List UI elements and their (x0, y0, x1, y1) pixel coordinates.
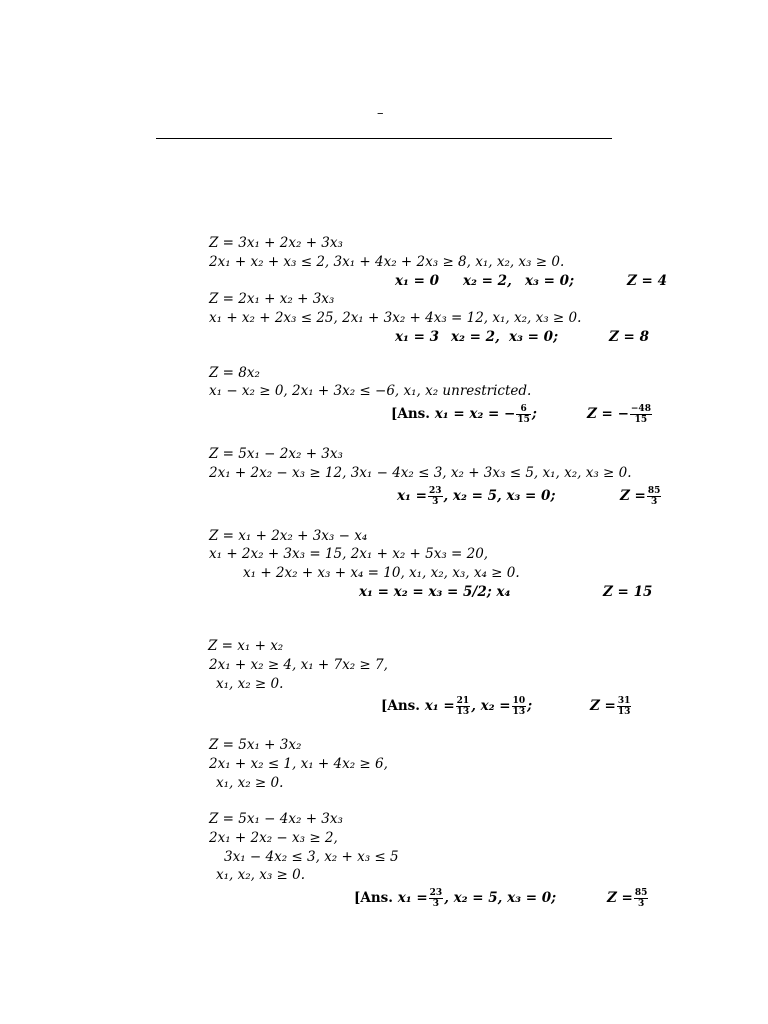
p1-ans-z: Z = 4 (627, 273, 667, 289)
p5-constraints-2: x₁ + 2x₂ + x₃ + x₄ = 10, x₁, x₂, x₃, x₄ ≥ 0. (243, 565, 520, 581)
p5-objective: Z = x₁ + 2x₂ + 3x₃ − x₄ (209, 528, 368, 544)
fraction-numerator: 10 (512, 696, 526, 706)
fraction-numerator: 21 (456, 696, 470, 706)
p6-answer (381, 696, 532, 717)
p2-objective: Z = 2x₁ + x₂ + 3x₃ (209, 291, 335, 307)
fraction-numerator: 31 (617, 696, 631, 706)
p6-x1-fraction (456, 696, 471, 717)
fraction-denominator: 15 (634, 415, 648, 425)
header-rule (156, 138, 612, 139)
p1-objective: Z = 3x₁ + 2x₂ + 3x₃ (209, 235, 343, 251)
p8-constraints-3: x₁, x₂, x₃ ≥ 0. (216, 867, 306, 883)
p1-ans-x3: x₃ = 0; (525, 273, 575, 289)
p6-ans-x1: x₁ = (424, 698, 455, 714)
p8-ans-z (607, 888, 649, 909)
z-label: Z = − (587, 406, 629, 422)
p7-constraints-2: x₁, x₂ ≥ 0. (216, 775, 284, 791)
fraction-numerator: 6 (516, 404, 531, 415)
p3-constraints: x₁ − x₂ ≥ 0, 2x₁ + 3x₂ ≤ −6, x₁, x₂ unrestricted. (209, 383, 532, 399)
fraction-numerator: 23 (428, 486, 442, 496)
ans-prefix: [Ans. (354, 890, 393, 906)
semicolon: ; (527, 698, 533, 714)
p2-ans-z: Z = 8 (609, 329, 649, 345)
p4-ans-rest: , x₂ = 5, x₃ = 0; (443, 488, 556, 504)
fraction-denominator: 15 (517, 415, 530, 425)
fraction-denominator: 3 (432, 899, 440, 909)
p8-answer (354, 888, 556, 909)
p1-ans-x1: x₁ = 0 (395, 273, 440, 289)
p6-x2-fraction (512, 696, 527, 717)
semicolon: ; (531, 406, 537, 422)
p3-ans-z (587, 404, 653, 425)
ans-prefix: [Ans. (381, 698, 420, 714)
fraction-denominator: 3 (651, 497, 658, 507)
z-fraction (617, 696, 632, 717)
p6-constraints-1: 2x₁ + x₂ ≥ 4, x₁ + 7x₂ ≥ 7, (209, 657, 388, 673)
p8-ans-rest: , x₂ = 5, x₃ = 0; (444, 890, 557, 906)
p8-x1-fraction (429, 888, 444, 909)
p3-objective: Z = 8x₂ (209, 365, 260, 381)
fraction-numerator: 85 (647, 486, 661, 496)
p2-ans-x1: x₁ = 3 (395, 329, 440, 345)
p1-ans-x2: x₂ = 2, (463, 273, 512, 289)
p7-constraints-1: 2x₁ + x₂ ≤ 1, x₁ + 4x₂ ≥ 6, (209, 756, 388, 772)
p7-objective: Z = 5x₁ + 3x₂ (209, 737, 302, 753)
p4-objective: Z = 5x₁ − 2x₂ + 3x₃ (209, 446, 343, 462)
fraction-denominator: 3 (638, 899, 645, 909)
p2-constraints: x₁ + x₂ + 2x₃ ≤ 25, 2x₁ + 3x₂ + 4x₃ = 12, x₁, x₂, x₃ ≥ 0. (209, 310, 582, 326)
fraction-denominator: 13 (617, 707, 631, 717)
p8-constraints-1: 2x₁ + 2x₂ − x₃ ≥ 2, (209, 830, 338, 846)
p4-ans-z (620, 486, 662, 507)
z-label: Z = (620, 488, 646, 504)
p6-objective: Z = x₁ + x₂ (208, 638, 284, 654)
p4-ans-x1: x₁ = (397, 488, 427, 504)
p3-ans-fraction (516, 404, 531, 425)
p4-constraints: 2x₁ + 2x₂ − x₃ ≥ 12, 3x₁ − 4x₂ ≤ 3, x₂ + 3x₃ ≤ 5, x₁, x₂, x₃ ≥ 0. (209, 465, 632, 481)
fraction-numerator: 23 (429, 888, 443, 898)
p4-answer (397, 486, 555, 507)
p6-ans-z (590, 696, 632, 717)
p5-constraints-1: x₁ + 2x₂ + 3x₃ = 15, 2x₁ + x₂ + 5x₃ = 20, (209, 546, 489, 562)
fraction-denominator: 13 (512, 707, 526, 717)
fraction-numerator: −48 (630, 404, 651, 414)
header-dash: – (377, 106, 384, 121)
p4-x1-fraction (428, 486, 443, 507)
z-label: Z = (607, 890, 633, 906)
fraction-denominator: 3 (432, 497, 439, 507)
fraction-denominator: 13 (456, 707, 470, 717)
z-fraction (634, 888, 649, 909)
p2-ans-x2: x₂ = 2, (451, 329, 500, 345)
p8-objective: Z = 5x₁ − 4x₂ + 3x₃ (209, 811, 343, 827)
p3-answer (391, 404, 537, 425)
p8-ans-x1: x₁ = (397, 890, 428, 906)
z-fraction (647, 486, 662, 507)
p1-constraints: 2x₁ + x₂ + x₃ ≤ 2, 3x₁ + 4x₂ + 2x₃ ≥ 8, x₁, x₂, x₃ ≥ 0. (209, 254, 565, 270)
ans-prefix: [Ans. (391, 406, 430, 422)
p5-ans-z: Z = 15 (603, 584, 653, 600)
p5-ans-x: x₁ = x₂ = x₃ = 5/2; x₄ (359, 584, 511, 600)
z-fraction (630, 404, 652, 425)
p8-constraints-2: 3x₁ − 4x₂ ≤ 3, x₂ + x₃ ≤ 5 (224, 849, 399, 865)
p3-ans-x: x₁ = x₂ = − (434, 406, 516, 422)
fraction-numerator: 85 (634, 888, 648, 898)
p2-ans-x3: x₃ = 0; (509, 329, 559, 345)
z-label: Z = (590, 698, 616, 714)
p6-ans-x2: , x₂ = (471, 698, 511, 714)
p6-constraints-2: x₁, x₂ ≥ 0. (216, 676, 284, 692)
